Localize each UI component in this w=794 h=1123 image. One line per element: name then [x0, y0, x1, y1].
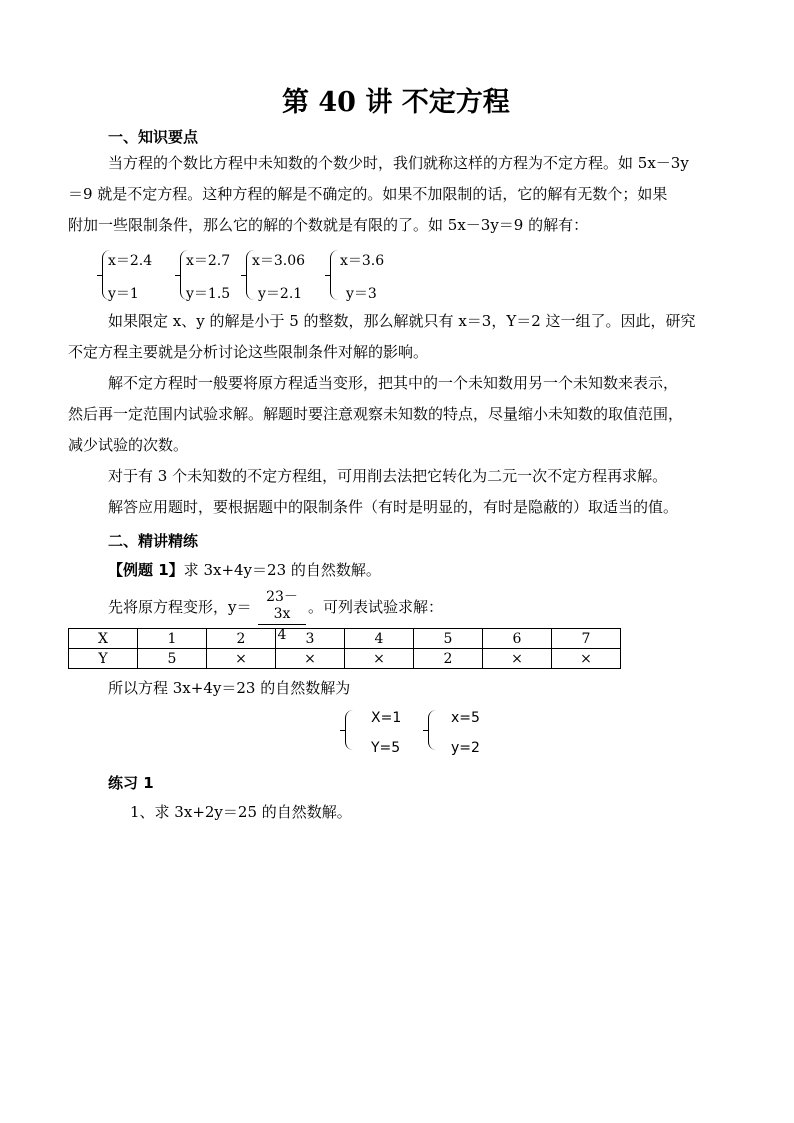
- trial-table: [68, 628, 621, 669]
- table-cell: ×: [276, 649, 345, 669]
- example-1: [108, 555, 381, 586]
- para4: 对于有 3 个未知数的不定方程组，可用削去法把它转化为二元一次不定方程再求解。: [108, 467, 668, 485]
- transform-prefix: 先将原方程变形，y＝: [108, 598, 252, 616]
- para1-line2: ＝9 就是不定方程。这种方程的解是不确定的。如果不加限制的话，它的解有无数个；如果: [68, 185, 668, 203]
- example-text: 求 3x+4y＝23 的自然数解。: [183, 561, 381, 579]
- solution-1-y: y＝1: [108, 286, 139, 302]
- transform-suffix: 。可列表试验求解：: [308, 598, 444, 616]
- table-cell: 4: [345, 629, 414, 649]
- table-cell: 2: [207, 629, 276, 649]
- table-cell: 7: [552, 629, 621, 649]
- answer-brace-1: [345, 710, 354, 750]
- para3-line3: 减少试验的次数。: [68, 436, 189, 454]
- table-cell: 3: [276, 629, 345, 649]
- table-cell: 5: [138, 649, 207, 669]
- solution-2-y: y＝1.5: [186, 286, 231, 302]
- section-heading-knowledge: 一、知识要点: [108, 128, 199, 146]
- answer-brace-2: [428, 710, 437, 750]
- para2-line2: 不定方程主要就是分析讨论这些限制条件对解的影响。: [68, 343, 429, 361]
- para5: 解答应用题时，要根据题中的限制条件（有时是明显的，有时是隐蔽的）取适当的值。: [108, 498, 679, 516]
- fraction-denominator: 4: [277, 627, 287, 643]
- table-cell: ×: [345, 649, 414, 669]
- table-cell: ×: [483, 649, 552, 669]
- example-label: 【例题 1】: [108, 561, 184, 579]
- table-row: [69, 629, 621, 649]
- solution-4-y: y＝3: [346, 286, 377, 302]
- answer-1-x: X=1: [371, 710, 402, 726]
- solution-3-x: x＝3.06: [252, 253, 306, 269]
- practice-heading: 练习 1: [108, 774, 154, 792]
- brace-4: [330, 250, 339, 300]
- table-cell: ×: [207, 649, 276, 669]
- solution-2-x: x＝2.7: [186, 253, 231, 269]
- answer-2-x: x=5: [451, 710, 480, 726]
- para3-line2: 然后再一定范围内试验求解。解题时要注意观察未知数的特点，尽量缩小未知数的取值范围，: [68, 405, 684, 423]
- fraction-numerator: 23－3x: [266, 589, 298, 622]
- table-cell: 1: [138, 629, 207, 649]
- table-cell: 5: [414, 629, 483, 649]
- table-row: [69, 649, 621, 669]
- practice-item-1: 1、求 3x+2y＝25 的自然数解。: [130, 803, 352, 821]
- page-title: 第 40 讲 不定方程: [282, 87, 510, 118]
- para3-line1: 解不定方程时一般要将原方程适当变形，把其中的一个未知数用另一个未知数来表示，: [108, 374, 679, 392]
- table-cell: ×: [552, 649, 621, 669]
- solution-3-y: y＝2.1: [258, 286, 303, 302]
- section-heading-practice: 二、精讲精练: [108, 532, 199, 550]
- conclusion: 所以方程 3x+4y＝23 的自然数解为: [108, 679, 351, 697]
- solution-4-x: x＝3.6: [340, 253, 385, 269]
- para1-line3: 附加一些限制条件，那么它的解的个数就是有限的了。如 5x－3y＝9 的解有：: [68, 216, 589, 234]
- table-cell: 2: [414, 649, 483, 669]
- table-cell: X: [69, 629, 138, 649]
- table-cell: Y: [69, 649, 138, 669]
- answer-2-y: y=2: [451, 740, 480, 756]
- table-cell: 6: [483, 629, 552, 649]
- answer-1-y: Y=5: [371, 740, 401, 756]
- solution-1-x: x＝2.4: [108, 253, 153, 269]
- para1-line1: 当方程的个数比方程中未知数的个数少时，我们就称这样的方程为不定方程。如 5x－3y: [108, 154, 689, 172]
- para2-line1: 如果限定 x、y 的解是小于 5 的整数，那么解就只有 x＝3，Y＝2 这一组了。因此，研究: [108, 312, 696, 330]
